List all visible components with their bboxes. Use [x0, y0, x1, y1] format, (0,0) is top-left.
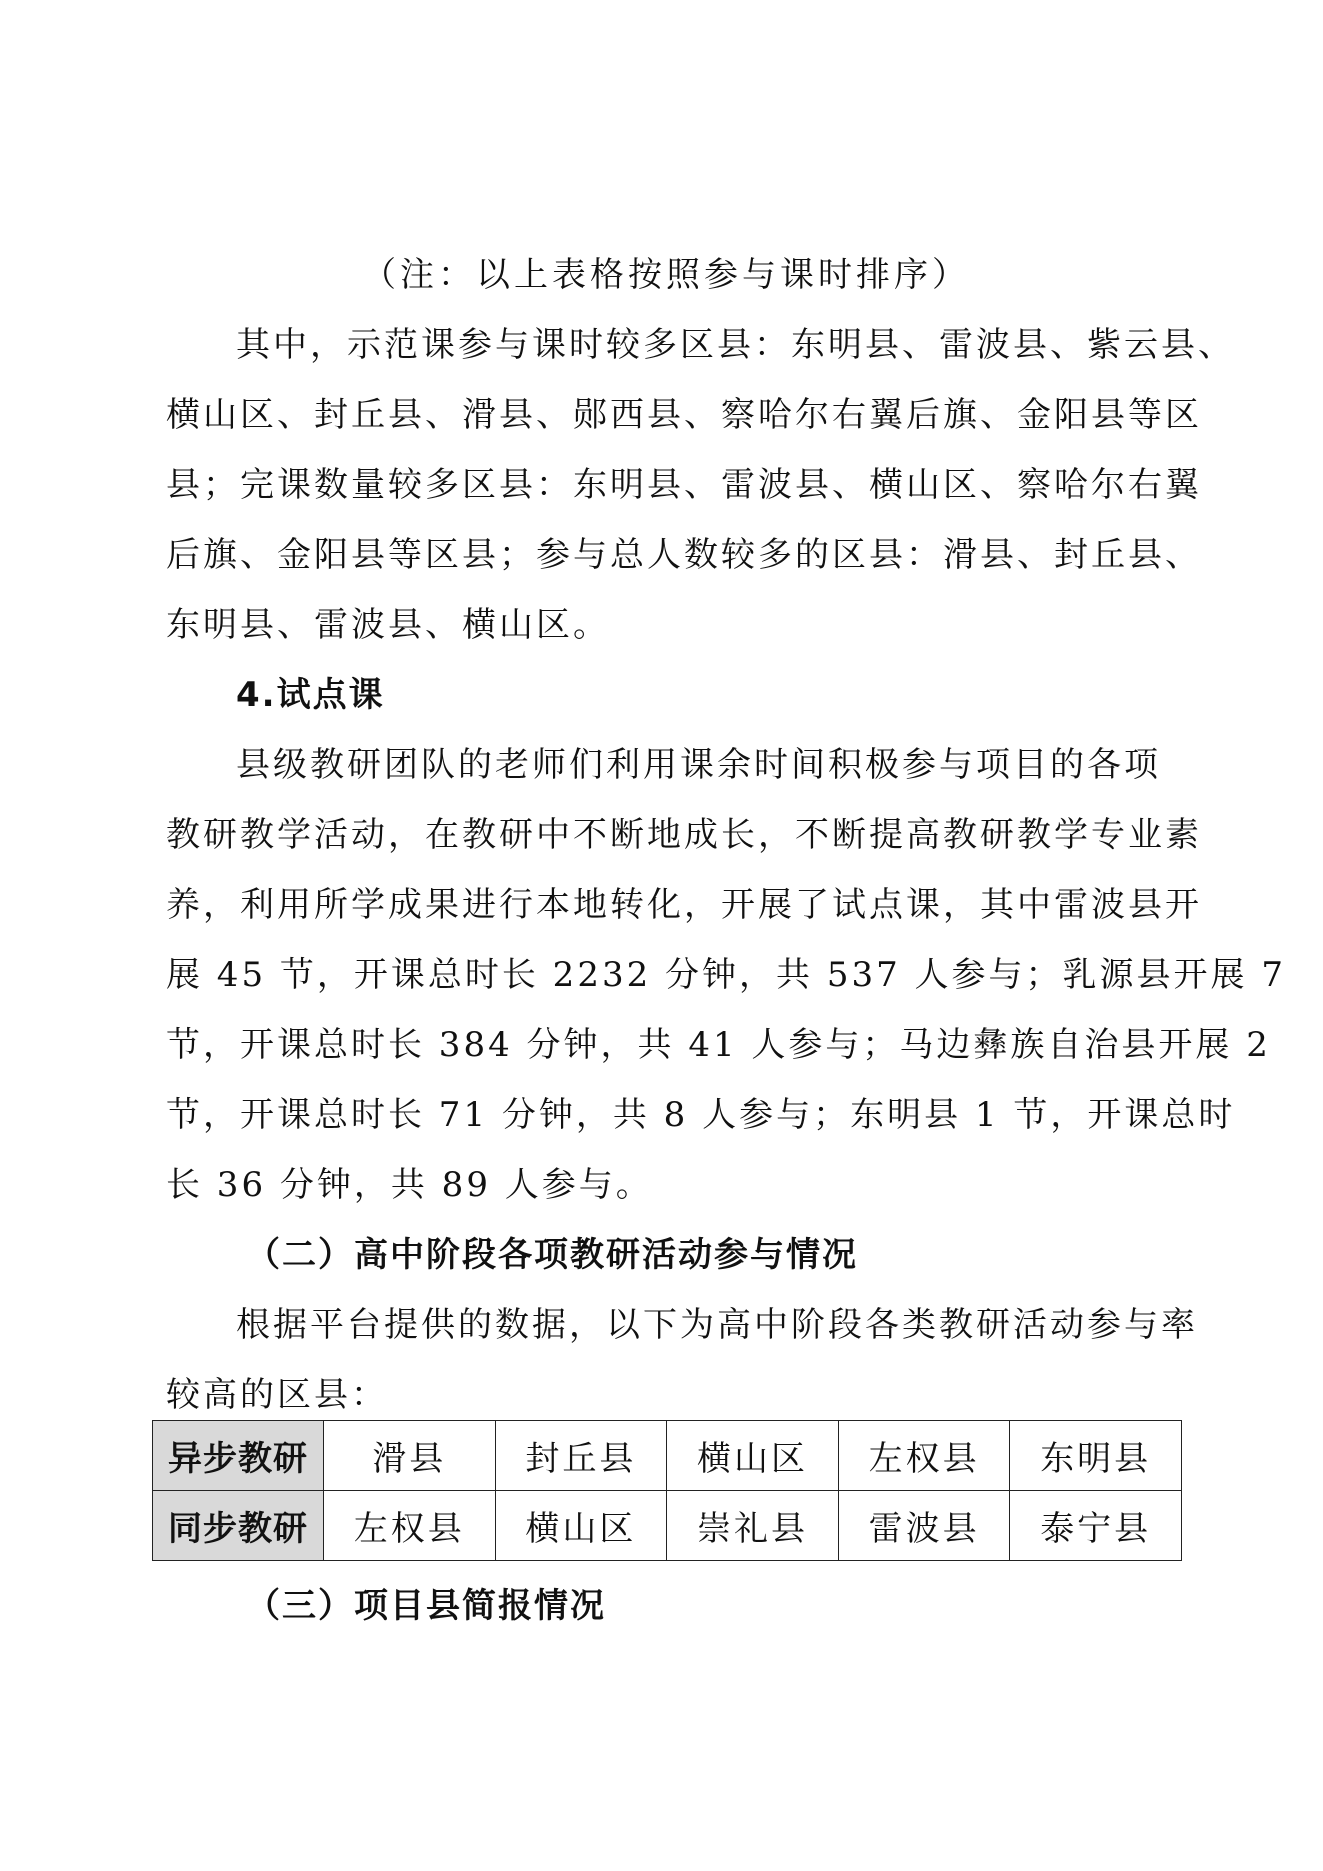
- table-cell: 横山区: [495, 1491, 667, 1561]
- row-header: 异步教研: [153, 1421, 324, 1491]
- table-cell: 封丘县: [495, 1421, 667, 1491]
- table-cell: 横山区: [667, 1421, 839, 1491]
- paragraph-line: 教研教学活动，在教研中不断地成长，不断提高教研教学专业素: [166, 815, 1202, 855]
- table-cell: 雷波县: [838, 1491, 1010, 1561]
- paragraph-line: 其中，示范课参与课时较多区县：东明县、雷波县、紫云县、: [236, 325, 1235, 365]
- table-row: [153, 1421, 1182, 1491]
- paragraph-line: 节，开课总时长 71 分钟，共 8 人参与；东明县 1 节，开课总时: [166, 1095, 1236, 1135]
- paragraph-line: 养，利用所学成果进行本地转化，开展了试点课，其中雷波县开: [166, 885, 1202, 925]
- paragraph-line: 较高的区县：: [166, 1375, 388, 1415]
- county-table: [152, 1420, 1182, 1561]
- paragraph-line: 展 45 节，开课总时长 2232 分钟，共 537 人参与；乳源县开展 7: [166, 955, 1286, 995]
- section-heading-pilot: 4.试点课: [236, 675, 385, 715]
- table-cell: 崇礼县: [667, 1491, 839, 1561]
- table-cell: 东明县: [1010, 1421, 1182, 1491]
- paragraph-line: 后旗、金阳县等区县；参与总人数较多的区县：滑县、封丘县、: [166, 535, 1202, 575]
- section-heading-high-school: （二）高中阶段各项教研活动参与情况: [246, 1235, 858, 1275]
- paragraph-line: 长 36 分钟，共 89 人参与。: [166, 1165, 653, 1205]
- row-header: 同步教研: [153, 1491, 324, 1561]
- paragraph-line: 横山区、封丘县、滑县、郧西县、察哈尔右翼后旗、金阳县等区: [166, 395, 1202, 435]
- document-body: [166, 240, 1286, 1430]
- table-row: [153, 1491, 1182, 1561]
- table-note: （注：以上表格按照参与课时排序）: [362, 255, 970, 295]
- paragraph-line: 县级教研团队的老师们利用课余时间积极参与项目的各项: [236, 745, 1161, 785]
- table-cell: 滑县: [324, 1421, 496, 1491]
- table-cell: 泰宁县: [1010, 1491, 1182, 1561]
- table-cell: 左权县: [324, 1491, 496, 1561]
- section-heading-briefing: （三）项目县简报情况: [246, 1586, 606, 1626]
- document-tail: [166, 1571, 1166, 1641]
- paragraph-line: 根据平台提供的数据，以下为高中阶段各类教研活动参与率: [236, 1305, 1198, 1345]
- paragraph-line: 东明县、雷波县、横山区。: [166, 605, 610, 645]
- table-cell: 左权县: [838, 1421, 1010, 1491]
- paragraph-line: 节，开课总时长 384 分钟，共 41 人参与；马边彝族自治县开展 2: [166, 1025, 1271, 1065]
- paragraph-line: 县；完课数量较多区县：东明县、雷波县、横山区、察哈尔右翼: [166, 465, 1202, 505]
